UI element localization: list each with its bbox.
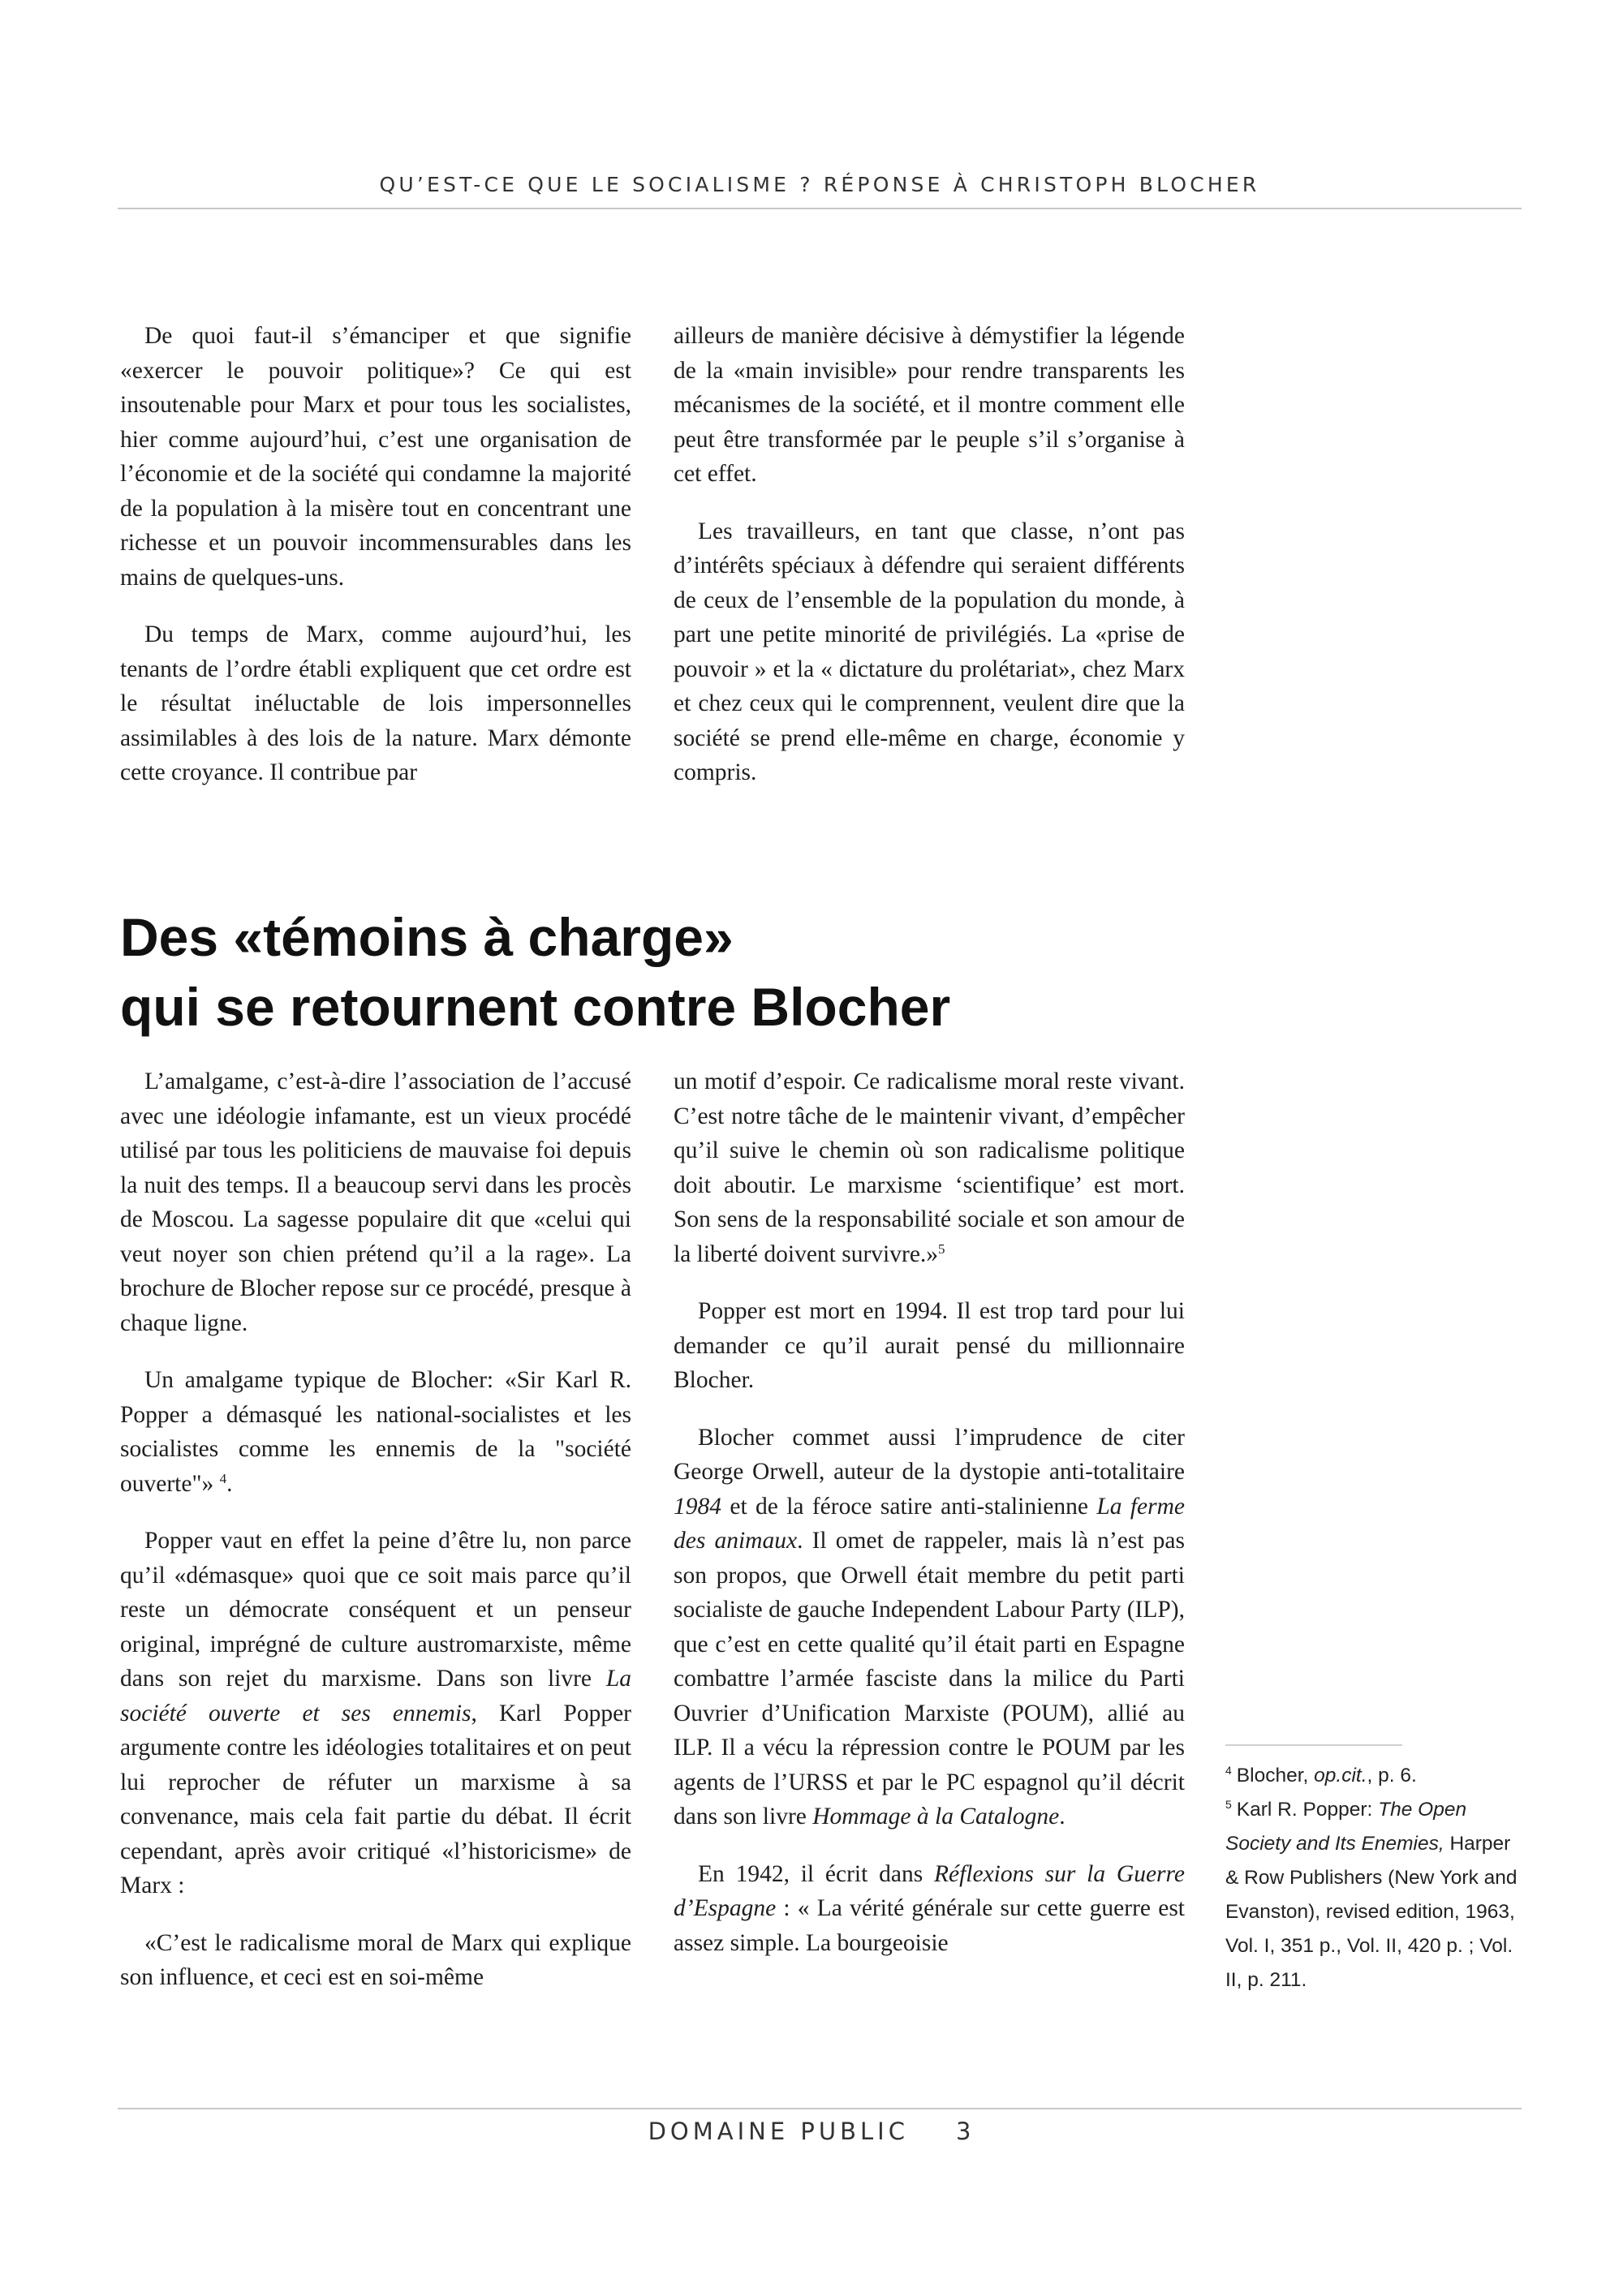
book-title: La société ouverte et ses ennemis [120, 1666, 631, 1726]
top-right-column [674, 319, 1185, 813]
paragraph: L’amalgame, c’est-à-dire l’association de l’accusé avec une idéologie infamante, est un vieux procédé utilisé par tous les politiciens de mauvaise foi depuis la nuit des temps. Il a beaucoup servi dans les procès de Moscou. La sagesse populaire dit que «celui qui veut noyer son chien prétend qu’il a la rage». La brochure de Blocher repose sur ce procédé, presque à chaque ligne. [120, 1068, 631, 1336]
paragraph [674, 1064, 1185, 1271]
footnote-text: Karl R. Popper: [1236, 1799, 1379, 1821]
paragraph-text: un motif d’espoir. Ce radicalisme moral reste vivant. C’est notre tâche de le maintenir vivant, d’empêcher qu’il suive le chemin où son radicalisme politique doit aboutir. Le marxisme ‘scientifique’ est mort. Son sens de la responsabilité sociale et son amour de la liberté doivent survivre.» [674, 1068, 1185, 1267]
book-title: 1984 [674, 1493, 721, 1520]
paragraph: De quoi faut-il s’émanciper et que signifie «exercer le pouvoir politique»? Ce qui est insoutenable pour Marx et pour tous les socialistes, hier comme aujourd’hui, c’est une organisation de l’économie et de la société qui condamne la majorité de la population à la misère tout en concentrant une richesse et un pouvoir incommensurables dans les mains de quelques-uns. [120, 323, 631, 591]
header-rule [118, 208, 1522, 209]
paragraph [120, 1524, 631, 1903]
paragraph [674, 1421, 1185, 1834]
footnote-mark: 4 [1225, 1764, 1232, 1777]
paragraph: Du temps de Marx, comme aujourd’hui, les tenants de l’ordre établi expliquent que cet ordre est le résultat inéluctable de lois impersonnelles assimilables à des lois de la nature. Marx démonte cette croyance. Il contribue par [120, 621, 631, 785]
section-title [120, 902, 1175, 1042]
book-title: La ferme des animaux [674, 1493, 1185, 1554]
book-title: Réflexions sur la Guerre d’Espagne [674, 1860, 1185, 1921]
footnote-ref: 4 [219, 1470, 227, 1486]
paragraph-text: . Il omet de rappeler, mais là n’est pas son propos, que Orwell était membre du petit parti socialiste de gauche Independent Labour Party (ILP), que c’est en cette qualité qu’il était parti en Espagne combattre l’armée fasciste dans la milice du Parti Ouvrier d’Unification Marxiste (POUM), allié au ILP. Il a vécu la répression contre le POUM par les agents de l’URSS et par le PC espagnol qu’il décrit dans son livre [674, 1528, 1186, 1829]
footnote-rule [1225, 1744, 1402, 1746]
paragraph [120, 1363, 631, 1501]
paragraph-text: , Karl Popper argumente contre les idéologies totalitaires et on peut lui reprocher de réfuter un marxisme à sa convenance, mais cela fait partie du débat. Il écrit cependant, après avoir critiqué «l’historicisme» de Marx : [120, 1700, 631, 1898]
footnote-italic: op.cit. [1314, 1765, 1367, 1786]
section-right-column [674, 1064, 1185, 1983]
paragraph-text: : « La vérité générale sur cette guerre est assez simple. La bourgeoisie [674, 1895, 1185, 1956]
footnote-5 [1225, 1793, 1526, 1997]
paragraph-text: . [1059, 1804, 1065, 1829]
footnote-4 [1225, 1759, 1526, 1793]
paragraph-text: Blocher commet aussi l’imprudence de citer George Orwell, auteur de la dystopie anti-totalitaire [674, 1424, 1185, 1485]
running-header: QU’EST-CE QUE LE SOCIALISME ? RÉPONSE À CHRISTOPH BLOCHER [379, 173, 1260, 196]
footnote-text: Blocher, [1236, 1765, 1315, 1786]
footer-rule [118, 2108, 1522, 2109]
book-title: Hommage à la Catalogne [812, 1804, 1060, 1829]
section-title-line-2: qui se retournent contre Blocher [120, 977, 951, 1037]
paragraph-text: En 1942, il écrit dans [698, 1860, 934, 1887]
top-left-column [120, 319, 631, 813]
footnote-text: , p. 6. [1367, 1765, 1417, 1786]
footnote-text: Harper & Row Publishers (New York and Evanston), revised edition, 1963, Vol. I, 351 p., Vol. II, 420 p. ; Vol. II, p. 211. [1225, 1833, 1518, 1991]
page-number: 3 [955, 2118, 975, 2145]
footnote-ref: 5 [938, 1240, 945, 1257]
paragraph: ailleurs de manière décisive à démystifier la légende de la «main invisible» pour rendre transparents les mécanismes de la société, et il montre comment elle peut être transformée par le peuple s’il s’organise à cet effet. [674, 323, 1185, 487]
running-footer [0, 2118, 1623, 2145]
paragraph-text: Un amalgame typique de Blocher: «Sir Karl R. Popper a démasqué les national-socialistes et les socialistes comme les ennemis de la "société ouverte"» [120, 1367, 631, 1497]
paragraph-text: . [226, 1470, 233, 1497]
footnote-italic: The Open Society and Its Enemies, [1225, 1799, 1467, 1855]
paragraph [674, 1857, 1185, 1961]
publication-name: DOMAINE PUBLIC [648, 2118, 909, 2145]
footnotes [1225, 1744, 1526, 1997]
paragraph-text: Popper vaut en effet la peine d’être lu, non parce qu’il «démasque» quoi que ce soit mais parce qu’il reste un démocrate conséquent et un penseur original, imprégné de culture austromarxiste, même dans son rejet du marxisme. Dans son livre [120, 1528, 631, 1692]
paragraph: Popper est mort en 1994. Il est trop tard pour lui demander ce qu’il aurait pensé du millionnaire Blocher. [674, 1298, 1185, 1393]
paragraph-text: et de la féroce satire anti-stalinienne [721, 1493, 1097, 1520]
section-left-column [120, 1064, 631, 2018]
paragraph: «C’est le radicalisme moral de Marx qui explique son influence, et ceci est en soi-même [120, 1929, 631, 1990]
footnote-mark: 5 [1225, 1798, 1232, 1811]
paragraph: Les travailleurs, en tant que classe, n’ont pas d’intérêts spéciaux à défendre qui seraient différents de ceux de l’ensemble de la population du monde, à part une petite minorité de privilégiés. La «prise de pouvoir » et la « dictature du prolétariat», chez Marx et chez ceux qui le comprennent, veulent dire que la société se prend elle-même en charge, économie y compris. [674, 518, 1185, 785]
section-title-line-1: Des «témoins à charge» [120, 907, 734, 967]
